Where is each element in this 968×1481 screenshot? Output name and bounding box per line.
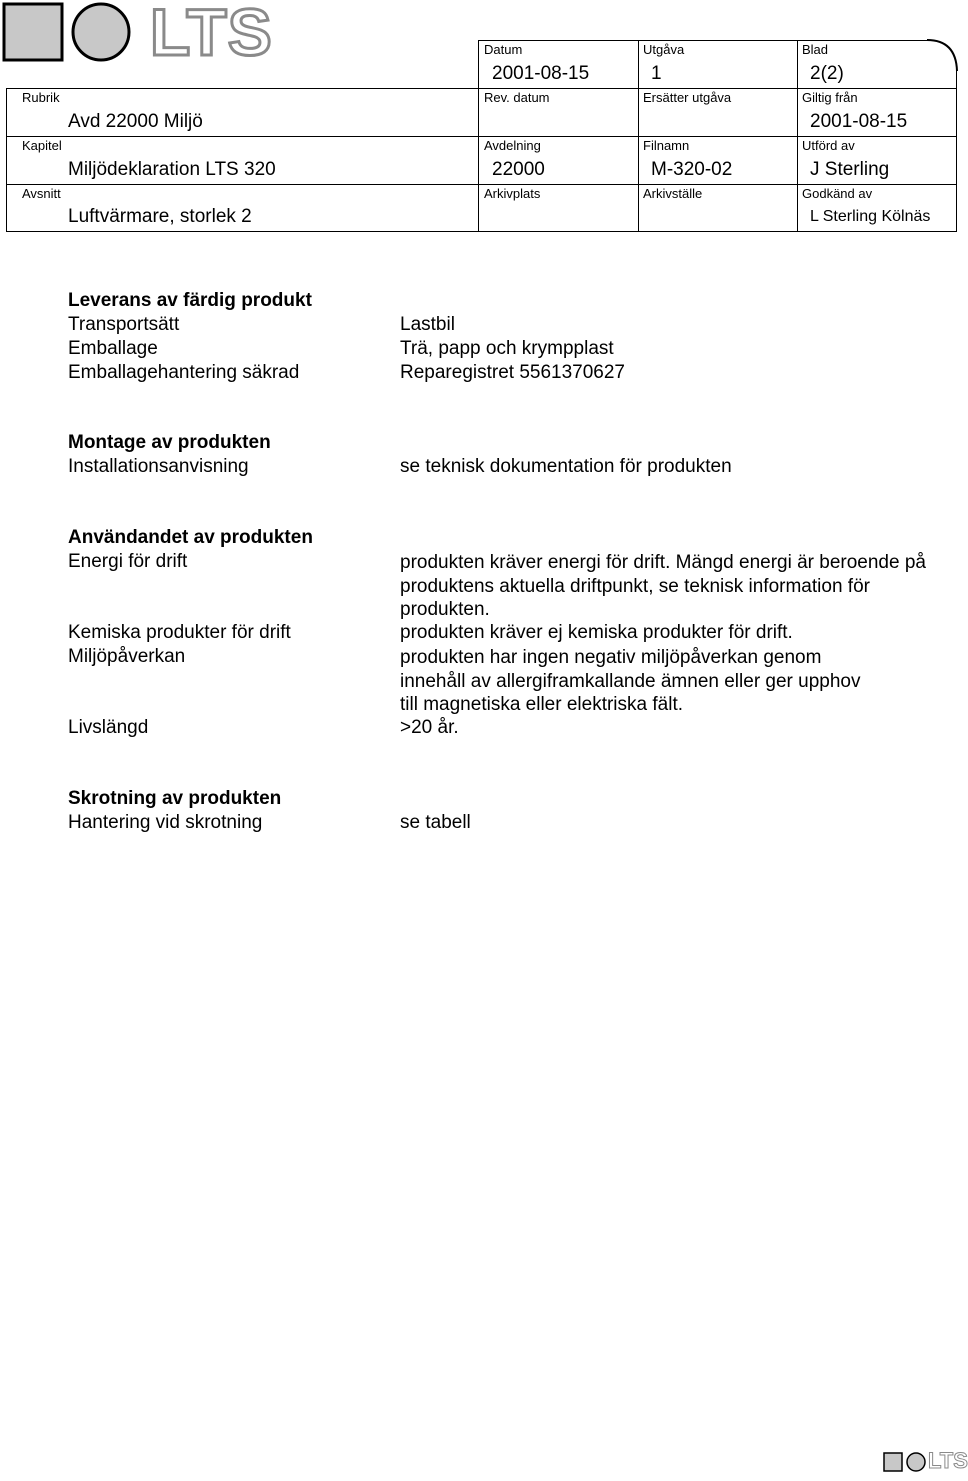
row-label: Miljöpåverkan [68,646,186,667]
row-label: Emballage [68,338,158,359]
row-value: produkten kräver ej kemiska produkter för drift. [400,622,793,643]
row-label: Hantering vid skrotning [68,812,263,833]
row-value: produkten har ingen negativ miljöpåverkan genom innehåll av allergiframkallande ämnen eller ger upphov till magnetiska eller elektriska fält. [400,647,861,715]
giltig-value: 2001-08-15 [810,111,908,132]
row-label: Energi för drift [68,551,188,572]
utford-value: J Sterling [810,159,890,180]
row-value: se tabell [400,812,471,833]
utgava-label: Utgåva [643,42,685,57]
footer-logo-shapes-icon [880,1450,930,1476]
footer-logo-text: LTS [928,1448,968,1473]
godkand-label: Godkänd av [802,186,873,201]
utgava-value: 1 [651,63,662,84]
rubrik-value: Avd 22000 Miljö [68,111,203,132]
row-label: Kemiska produkter för drift [68,622,291,643]
avdelning-label: Avdelning [484,138,541,153]
section-title: Leverans av färdig produkt [68,290,312,311]
revdatum-label: Rev. datum [484,90,550,105]
datum-label: Datum [484,42,523,57]
filnamn-label: Filnamn [643,138,690,153]
godkand-value: L Sterling Kölnäs [810,208,931,225]
blad-value: 2(2) [810,63,844,84]
row-value: >20 år. [400,717,459,738]
row-label: Transportsätt [68,314,180,335]
footer-logo [880,1448,968,1476]
avsnitt-label: Avsnitt [22,186,61,201]
section-title: Användandet av produkten [68,527,313,548]
filnamn-value: M-320-02 [651,159,733,180]
datum-value: 2001-08-15 [492,63,590,84]
kapitel-label: Kapitel [22,138,62,153]
row-value: produkten kräver energi för drift. Mängd energi är beroende på produktens aktuella driftpunkt, se teknisk information för produkten. [400,552,926,620]
ersatter-label: Ersätter utgåva [643,90,732,105]
row-label: Livslängd [68,717,149,738]
blad-label: Blad [802,42,829,57]
company-logo [0,0,273,69]
row-value: Trä, papp och krympplast [400,338,614,359]
row-value: Reparegistret 5561370627 [400,362,626,383]
giltig-label: Giltig från [802,90,858,105]
utford-label: Utförd av [802,138,855,153]
arkivplats-label: Arkivplats [484,186,541,201]
section-title: Montage av produkten [68,432,271,453]
kapitel-value: Miljödeklaration LTS 320 [68,159,276,180]
row-label: Emballagehantering säkrad [68,362,300,383]
row-label: Installationsanvisning [68,456,249,477]
row-value: Lastbil [400,314,455,335]
row-value: se teknisk dokumentation för produkten [400,456,732,477]
section-title: Skrotning av produkten [68,788,282,809]
avdelning-value: 22000 [492,159,545,180]
avsnitt-value: Luftvärmare, storlek 2 [68,206,252,227]
rubrik-label: Rubrik [22,90,60,105]
corner-fold-icon [926,39,960,73]
logo-text: LTS [150,0,273,69]
arkivstalle-label: Arkivställe [643,186,703,201]
